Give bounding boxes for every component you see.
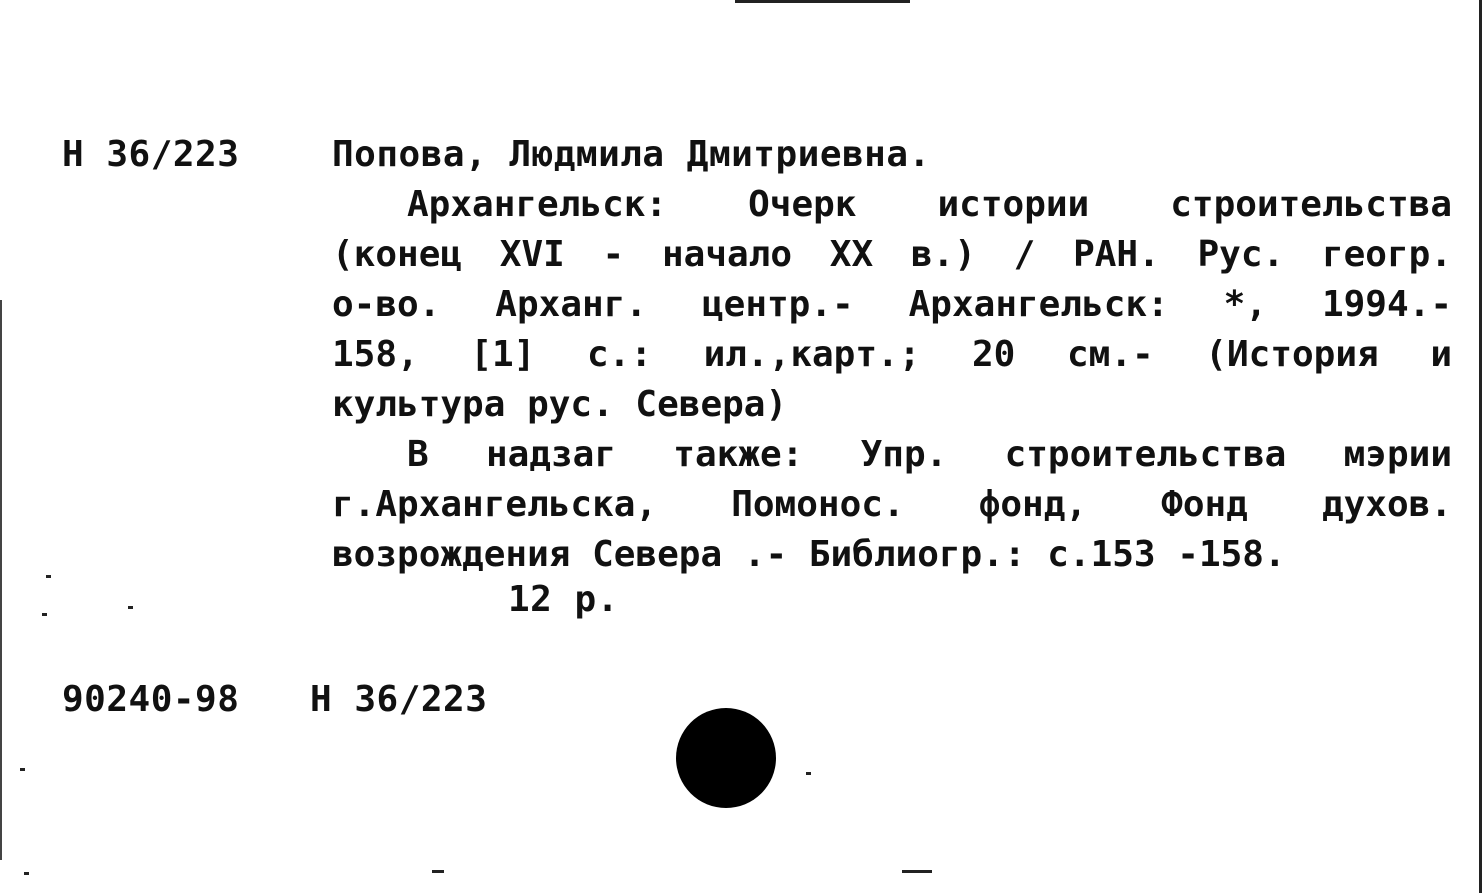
bibliographic-description [332, 180, 1452, 580]
note-line: возрождения Севера .- Библиогр.: с.153 -158. [332, 534, 1286, 575]
card-right-edge [1479, 0, 1482, 893]
speck [20, 768, 25, 771]
speck [128, 606, 133, 609]
speck [432, 870, 444, 873]
author-heading: Попова, Людмила Дмитриевна. [332, 134, 931, 175]
speck [42, 613, 47, 616]
card-left-edge [0, 300, 2, 860]
punch-hole [676, 708, 776, 808]
top-edge-mark [735, 0, 910, 3]
note-line: г.Архангельска, Помонос. фонд, Фонд духов. [332, 484, 1452, 525]
speck [24, 872, 29, 875]
speck [902, 870, 932, 873]
description-line: 158, [1] с.: ил.,карт.; 20 см.- (История и [332, 334, 1452, 375]
call-number: Н 36/223 [62, 134, 240, 175]
inventory-number: 90240-98 [62, 679, 240, 720]
description-line: (конец XVI - начало XX в.) / РАН. Рус. геогр. [332, 234, 1452, 275]
note-line: В надзаг также: Упр. строительства мэрии [407, 434, 1452, 475]
call-number-repeat: Н 36/223 [310, 679, 488, 720]
speck [46, 575, 51, 578]
speck [806, 772, 811, 775]
description-line: Архангельск: Очерк истории строительства [407, 184, 1452, 225]
description-line: культура рус. Севера) [332, 384, 788, 425]
description-line: о-во. Арханг. центр.- Архангельск: *, 1994.- [332, 284, 1452, 325]
price: 12 р. [508, 579, 619, 620]
